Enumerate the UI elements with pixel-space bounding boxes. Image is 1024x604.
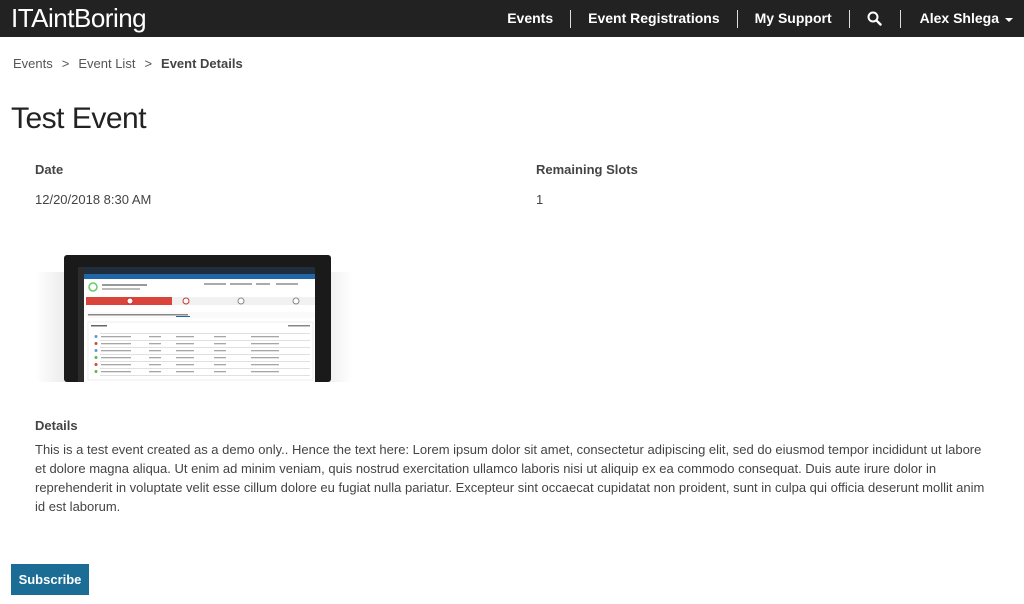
brand-logo[interactable]: ITAintBoring (11, 3, 147, 33)
event-image (36, 252, 352, 382)
date-value: 12/20/2018 8:30 AM (35, 192, 152, 207)
nav-item-events[interactable]: Events (507, 10, 554, 26)
details-text: This is a test event created as a demo only.. Hence the text here: Lorem ipsum dolor sit amet, consectetur adipiscing elit, sed do eiusmod tempor incididunt ut labore et dolore magna aliqua. Ut enim ad minim veniam, quis nostrud exercitation ullamco laboris nisi ut aliquip ex ea commodo consequat. Duis aute irure dolor in reprehenderit in voluptate velit esse cillum dolore eu fugiat nulla pariatur. Excepteur sint occaecat cupidatat non proident, sunt in culpa qui officia deserunt mollit anim id est laborum. (35, 442, 985, 514)
breadcrumb (13, 56, 243, 71)
caret-down-icon (1005, 18, 1013, 22)
nav-menu (490, 0, 1024, 37)
date-label: Date (35, 162, 64, 177)
user-name: Alex Shlega (919, 10, 999, 26)
breadcrumb-item-events[interactable]: Events (13, 56, 53, 71)
user-menu[interactable] (901, 0, 1024, 37)
breadcrumb-separator: > (61, 56, 70, 71)
search-icon[interactable] (850, 11, 900, 26)
nav-item-my-support[interactable]: My Support (754, 10, 832, 26)
page-title: Test Event (11, 102, 147, 135)
nav-item-event-registrations[interactable]: Event Registrations (588, 10, 720, 26)
remaining-slots-value: 1 (536, 192, 544, 207)
breadcrumb-separator: > (144, 56, 153, 71)
details-label: Details (35, 418, 78, 433)
top-navbar (0, 0, 1024, 37)
subscribe-button[interactable]: Subscribe (11, 564, 89, 595)
breadcrumb-item-event-list[interactable]: Event List (78, 56, 136, 71)
remaining-slots-label: Remaining Slots (536, 162, 638, 177)
breadcrumb-current: Event Details (161, 56, 243, 71)
